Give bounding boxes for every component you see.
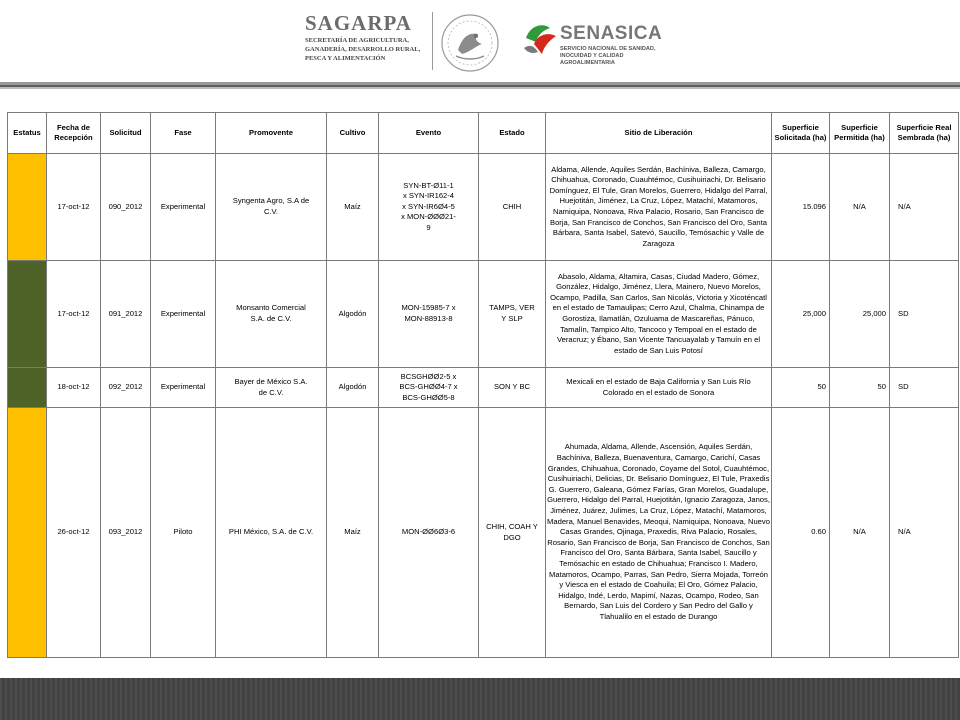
col-promovente: Promovente: [216, 113, 327, 154]
sagarpa-line: PESCA Y ALIMENTACIÓN: [305, 55, 386, 62]
status-cell: [8, 408, 47, 658]
senasica-line: INOCUIDAD Y CALIDAD: [560, 53, 624, 59]
sagarpa-subtitle: [305, 36, 430, 63]
sup-solicitada-cell: 15.096: [772, 154, 830, 261]
col-fecha: Fecha de Recepción: [47, 113, 101, 154]
sup-solicitada-cell: 50: [772, 368, 830, 408]
status-cell: [8, 368, 47, 408]
fecha-cell: 17-oct-12: [47, 261, 101, 368]
solicitud-cell: 091_2012: [101, 261, 151, 368]
col-sup-real: Superficie Real Sembrada (ha): [890, 113, 959, 154]
mexico-seal-icon: [438, 12, 502, 74]
sitio-cell: Mexicali en el estado de Baja California y San Luis Río Colorado en el estado de Sonora: [546, 368, 772, 408]
senasica-mark-icon: [520, 18, 560, 58]
table-row: [8, 368, 959, 408]
sagarpa-logo: [305, 12, 430, 72]
cultivo-cell: Algodón: [327, 261, 379, 368]
fecha-cell: 18-oct-12: [47, 368, 101, 408]
fase-cell: Piloto: [151, 408, 216, 658]
sup-solicitada-cell: 25,000: [772, 261, 830, 368]
senasica-subtitle: [560, 46, 656, 67]
logo-divider: [432, 12, 433, 70]
page-header: [0, 0, 960, 98]
releases-table: [7, 112, 959, 658]
table-row: [8, 261, 959, 368]
cultivo-cell: Maíz: [327, 154, 379, 261]
evento-cell: SYN-BT-Ø11-1 x SYN-IR162-4 x SYN-IR6Ø4-5 x MON-ØØØ21-9: [379, 154, 479, 261]
solicitud-cell: 090_2012: [101, 154, 151, 261]
page-footer: [0, 678, 960, 720]
promovente-cell: Bayer de México S.A. de C.V.: [216, 368, 327, 408]
sitio-cell: Ahumada, Aldama, Allende, Ascensión, Aquiles Serdán, Bachíniva, Balleza, Buenaventura, Camargo, Carichí, Casas Grandes, Chihuahua, Coronado, Coyame del Sotol, Cuauhtémoc, Cusihuiriachi, Delicias, Dr. Belisario Domínguez, El Tule, Praxedis G. Guerrero, Galeana, Gómez Farías, Gran Morelos, Guadalupe, Guerrero, Hidalgo del Parral, Huejotitán, Ignacio Zaragoza, Janos, Jiménez, Juárez, Julimes, La Cruz, López, Matachí, Matamoros, Madera, Manuel Benavides, Meoqui, Namiquipa, Nonoava, Nuevo Casas Grandes, Ojinaga, Praxedis, Riva Palacio, Rosales, Rosario, San Francisco de Borja, San Francisco de Conchos, San Francisco del Oro, Santa Bárbara, Santa Isabel, Saucillo y Temósachic en estado de Chihuahua; Francisco I. Madero, Matamoros, Ocampo, Parras, San Pedro, Sierra Mojada, Torreón y Viesca en el estado de Coahuila; El Oro, Gómez Palacio, Hidalgo, Indé, Lerdo, Mapimí, Nazas, Ocampo, Rodeo, San Bernardo, San Luis del Cordero y San Pedro del Gallo y Tlahualilo en el estado de Durango: [546, 408, 772, 658]
sup-permitida-cell: N/A: [830, 154, 890, 261]
footer-pattern: [0, 678, 960, 720]
sagarpa-line: SECRETARÍA DE AGRICULTURA,: [305, 37, 409, 44]
col-estatus: Estatus: [8, 113, 47, 154]
solicitud-cell: 092_2012: [101, 368, 151, 408]
estado-cell: TAMPS, VER Y SLP: [479, 261, 546, 368]
col-cultivo: Cultivo: [327, 113, 379, 154]
status-cell: [8, 154, 47, 261]
cultivo-cell: Algodón: [327, 368, 379, 408]
senasica-line: SERVICIO NACIONAL DE SANIDAD,: [560, 46, 656, 52]
table-row: [8, 408, 959, 658]
senasica-name: SENASICA: [560, 23, 663, 44]
header-stripe: [0, 87, 960, 89]
estado-cell: SON Y BC: [479, 368, 546, 408]
evento-cell: MON-15985-7 x MON-88913-8: [379, 261, 479, 368]
sagarpa-name: SAGARPA: [305, 11, 412, 35]
col-evento: Evento: [379, 113, 479, 154]
table-row: [8, 154, 959, 261]
sitio-cell: Aldama, Allende, Aquiles Serdán, Bachíniva, Balleza, Camargo, Chihuahua, Coronado, Cuauhtémoc, Cusihuiriachi, Dr. Belisario Domínguez, El Tule, Gran Morelos, Guerrero, Hidalgo del Parral, Huejotitán, Jiménez, La Cruz, López, Matachí, Matamoros, Namiquipa, Nonoava, Riva Palacio, Rosario, San Francisco de Borja, San Francisco de Conchos, San Francisco del Oro, Santa Bárbara, Santa Isabel, Satevó, Saucillo, Temósachic y Valle de Zaragoza: [546, 154, 772, 261]
senasica-logo: [520, 18, 663, 74]
status-cell: [8, 261, 47, 368]
sup-permitida-cell: 25,000: [830, 261, 890, 368]
sup-real-cell: N/A: [890, 408, 959, 658]
sitio-cell: Abasolo, Aldama, Altamira, Casas, Ciudad Madero, Gómez, González, Hidalgo, Jiménez, Llera, Mainero, Nuevo Morelos, Ocampo, Padilla, San Carlos, San Nicolás, Victoria y Xicoténcatl en el estado de Tamaulipas; Cerro Azul, Chalma, Chinampa de Gorostiza, Ilamatlán, Ozuluama de Mascareñas, Pánuco, Tamalín, Tampico Alto, Tancoco y Tempoal en el estado de Veracruz; y Ébano, San Vicente Tancuayalab y Tamuín en el estado de San Luis Potosí: [546, 261, 772, 368]
evento-cell: BCSGHØØ2-5 x BCS-GHØØ4-7 x BCS-GHØØ5-8: [379, 368, 479, 408]
cultivo-cell: Maíz: [327, 408, 379, 658]
sagarpa-line: GANADERÍA, DESARROLLO RURAL,: [305, 46, 421, 53]
table-header-row: [8, 113, 959, 154]
fecha-cell: 26-oct-12: [47, 408, 101, 658]
sup-real-cell: N/A: [890, 154, 959, 261]
col-sitio: Sitio de Liberación: [546, 113, 772, 154]
fase-cell: Experimental: [151, 154, 216, 261]
col-solicitud: Solicitud: [101, 113, 151, 154]
sup-permitida-cell: N/A: [830, 408, 890, 658]
sup-solicitada-cell: 0.60: [772, 408, 830, 658]
estado-cell: CHIH: [479, 154, 546, 261]
fase-cell: Experimental: [151, 368, 216, 408]
fecha-cell: 17-oct-12: [47, 154, 101, 261]
col-sup-solicitada: Superficie Solicitada (ha): [772, 113, 830, 154]
sup-permitida-cell: 50: [830, 368, 890, 408]
sup-real-cell: SD: [890, 261, 959, 368]
promovente-cell: Monsanto Comercial S.A. de C.V.: [216, 261, 327, 368]
col-fase: Fase: [151, 113, 216, 154]
col-sup-permitida: Superficie Permitida (ha): [830, 113, 890, 154]
fase-cell: Experimental: [151, 261, 216, 368]
senasica-line: AGROALIMENTARIA: [560, 60, 615, 66]
estado-cell: CHIH, COAH Y DGO: [479, 408, 546, 658]
promovente-cell: PHI México, S.A. de C.V.: [216, 408, 327, 658]
evento-cell: MON-ØØ6Ø3-6: [379, 408, 479, 658]
col-estado: Estado: [479, 113, 546, 154]
sup-real-cell: SD: [890, 368, 959, 408]
solicitud-cell: 093_2012: [101, 408, 151, 658]
promovente-cell: Syngenta Agro, S.A de C.V.: [216, 154, 327, 261]
